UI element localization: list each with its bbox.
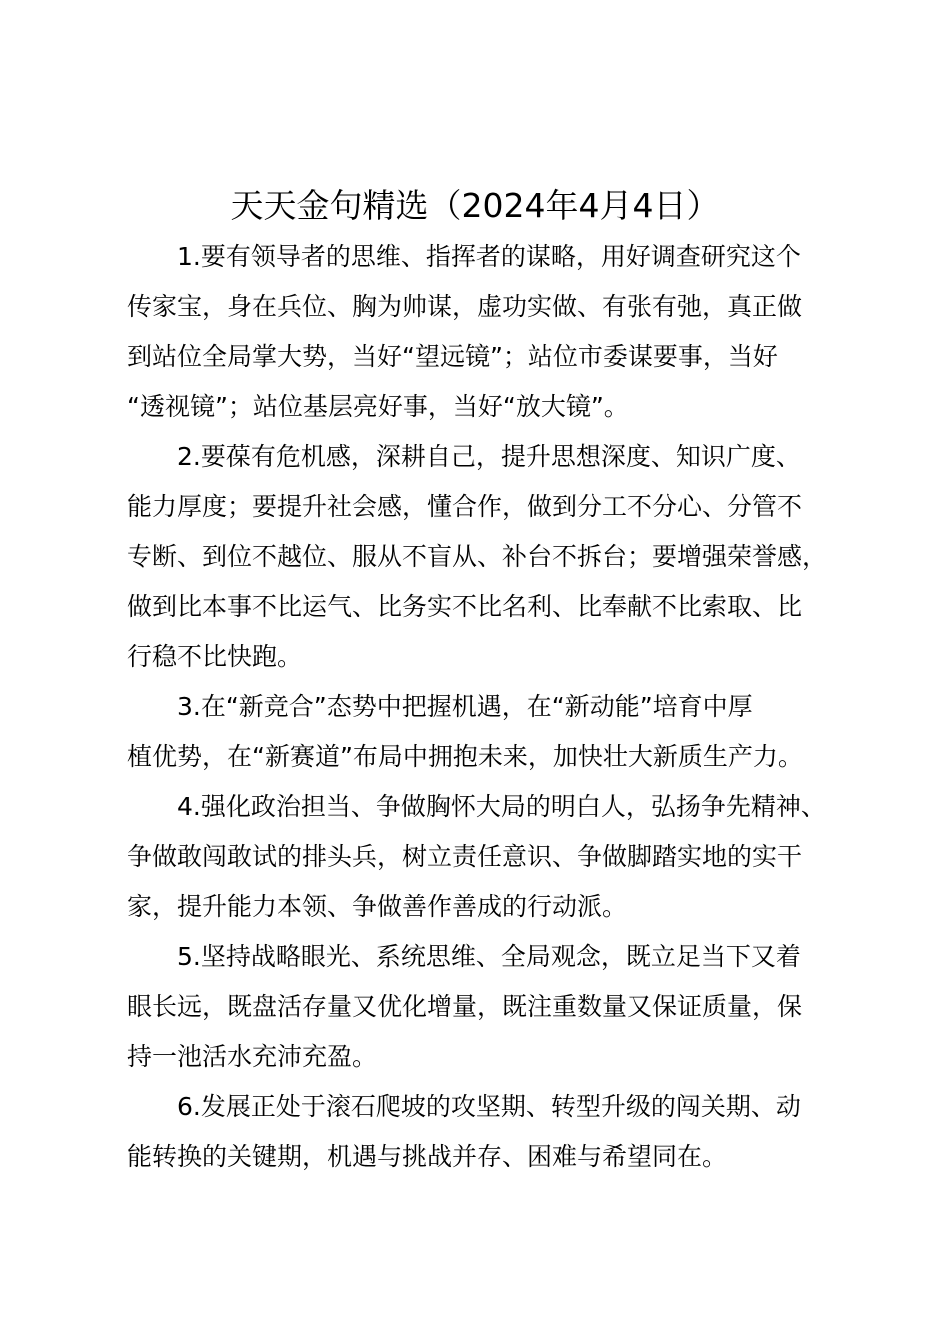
text-line: 争做敢闯敢试的排头兵，树立责任意识、争做脚踏实地的实干 [127,842,803,871]
text-line: 能转换的关键期，机遇与挑战并存、困难与希望同在。 [127,1142,728,1171]
document-body [127,232,862,1182]
text-line: 6.发展正处于滚石爬坡的攻坚期、转型升级的闯关期、动 [177,1092,801,1121]
text-line: 1.要有领导者的思维、指挥者的谋略，用好调查研究这个 [177,242,801,271]
paragraph-2 [127,432,862,682]
text-line: 2.要葆有危机感，深耕自己，提升思想深度、知识广度、 [177,442,801,471]
text-line: 传家宝，身在兵位、胸为帅谋，虚功实做、有张有弛，真正做 [127,292,803,321]
text-line: 到站位全局掌大势，当好“望远镜”；站位市委谋要事，当好 [127,342,778,371]
text-line: 3.在“新竞合”态势中把握机遇，在“新动能”培育中厚 [177,692,753,721]
paragraph-5 [127,932,862,1082]
text-line: 5.坚持战略眼光、系统思维、全局观念，既立足当下又着 [177,942,801,971]
paragraph-4 [127,782,862,932]
text-line: 专断、到位不越位、服从不盲从、补台不拆台；要增强荣誉感， [127,542,828,571]
paragraph-3 [127,682,862,782]
text-line: 能力厚度；要提升社会感，懂合作，做到分工不分心、分管不 [127,492,803,521]
document-title: 天天金句精选（2024年4月4日） [230,186,720,225]
paragraph-6 [127,1082,862,1182]
text-line: 植优势，在“新赛道”布局中拥抱未来，加快壮大新质生产力。 [127,742,803,771]
text-line: “透视镜”；站位基层亮好事，当好“放大镜”。 [127,392,629,421]
text-line: 4.强化政治担当、争做胸怀大局的明白人，弘扬争先精神、 [177,792,826,821]
paragraph-1 [127,232,862,432]
text-line: 做到比本事不比运气、比务实不比名利、比奉献不比索取、比 [127,592,803,621]
text-line: 持一池活水充沛充盈。 [127,1042,378,1071]
text-line: 行稳不比快跑。 [127,642,303,671]
text-line: 家，提升能力本领、争做善作善成的行动派。 [127,892,628,921]
text-line: 眼长远，既盘活存量又优化增量，既注重数量又保证质量，保 [127,992,803,1021]
